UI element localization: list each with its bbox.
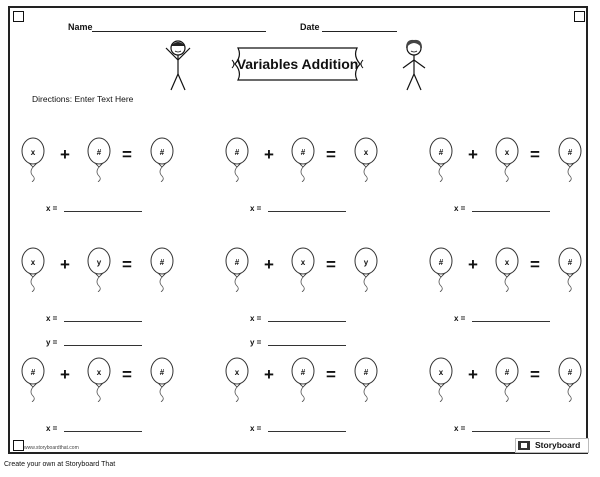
balloon-icon (224, 136, 250, 187)
answer-label: y = (250, 338, 262, 347)
equals-sign: = (530, 255, 540, 274)
balloon-icon (353, 246, 379, 297)
answer-line[interactable] (472, 211, 550, 212)
balloon-label[interactable]: # (567, 368, 573, 377)
balloon-icon (224, 246, 250, 297)
balloon-label[interactable]: # (159, 368, 165, 377)
balloon-label[interactable]: x (438, 368, 444, 377)
balloon-icon (86, 136, 112, 187)
plus-sign: + (60, 255, 70, 274)
answer-label: x = (250, 424, 262, 433)
balloon-icon (494, 246, 520, 297)
balloon-label[interactable]: # (567, 258, 573, 267)
equals-sign: = (326, 255, 336, 274)
problem-3 (428, 136, 588, 226)
answer-label: x = (46, 204, 58, 213)
stick-figure-icon (394, 38, 434, 94)
equals-sign: = (530, 145, 540, 164)
answer-label: x = (454, 314, 466, 323)
plus-sign: + (468, 255, 478, 274)
balloon-icon (353, 136, 379, 187)
balloon-label[interactable]: # (159, 148, 165, 157)
balloon-icon (290, 136, 316, 187)
equals-sign: = (530, 365, 540, 384)
balloon-label[interactable]: # (234, 258, 240, 267)
stick-figure-icon (158, 38, 198, 94)
balloon-label[interactable]: # (300, 368, 306, 377)
balloon-icon (86, 356, 112, 407)
answer-label: x = (250, 314, 262, 323)
balloon-icon (149, 246, 175, 297)
storyboard-brand: Storyboard (535, 440, 581, 450)
balloon-label[interactable]: x (30, 148, 36, 157)
answer-line[interactable] (268, 211, 346, 212)
equals-sign: = (122, 145, 132, 164)
balloon-label[interactable]: x (504, 148, 510, 157)
title-banner (230, 44, 365, 84)
answer-label: y = (46, 338, 58, 347)
balloon-icon (20, 136, 46, 187)
plus-sign: + (60, 145, 70, 164)
problem-6 (428, 246, 588, 336)
balloon-label[interactable]: # (159, 258, 165, 267)
equals-sign: = (326, 365, 336, 384)
balloon-label[interactable]: y (363, 258, 369, 267)
plus-sign: + (60, 365, 70, 384)
balloon-icon (86, 246, 112, 297)
balloon-icon (557, 356, 583, 407)
balloon-label[interactable]: x (300, 258, 306, 267)
balloon-label[interactable]: # (30, 368, 36, 377)
equals-sign: = (122, 365, 132, 384)
problem-4 (20, 246, 180, 347)
problem-2 (224, 136, 384, 226)
problem-8 (224, 356, 384, 446)
balloon-icon (428, 136, 454, 187)
answer-label: x = (250, 204, 262, 213)
problem-1 (20, 136, 180, 226)
balloon-label[interactable]: # (567, 148, 573, 157)
plus-sign: + (264, 145, 274, 164)
balloon-icon (428, 246, 454, 297)
problem-5 (224, 246, 384, 347)
answer-line[interactable] (64, 211, 142, 212)
answer-line[interactable] (472, 431, 550, 432)
balloon-label[interactable]: x (504, 258, 510, 267)
balloon-icon (20, 246, 46, 297)
balloon-icon (557, 246, 583, 297)
balloon-icon (428, 356, 454, 407)
balloon-icon (290, 356, 316, 407)
balloon-label[interactable]: x (363, 148, 369, 157)
answer-line[interactable] (64, 345, 142, 346)
answer-label: x = (454, 424, 466, 433)
name-line[interactable] (92, 31, 266, 32)
plus-sign: + (264, 365, 274, 384)
balloon-icon (20, 356, 46, 407)
answer-line[interactable] (268, 345, 346, 346)
plus-sign: + (264, 255, 274, 274)
date-line[interactable] (322, 31, 397, 32)
balloon-icon (494, 356, 520, 407)
balloon-icon (149, 356, 175, 407)
plus-sign: + (468, 145, 478, 164)
balloon-label[interactable]: # (96, 148, 102, 157)
directions[interactable]: Directions: Enter Text Here (32, 94, 134, 104)
balloon-label[interactable]: # (234, 148, 240, 157)
balloon-label[interactable]: # (363, 368, 369, 377)
answer-line[interactable] (64, 431, 142, 432)
answer-line[interactable] (268, 321, 346, 322)
balloon-icon (353, 356, 379, 407)
name-label: Name (68, 22, 93, 32)
balloon-label[interactable]: x (30, 258, 36, 267)
problem-9 (428, 356, 588, 446)
balloon-label[interactable]: # (438, 148, 444, 157)
footer-text[interactable]: Create your own at Storyboard That (4, 461, 116, 468)
equals-sign: = (122, 255, 132, 274)
problem-7 (20, 356, 180, 446)
answer-line[interactable] (472, 321, 550, 322)
balloon-icon (149, 136, 175, 187)
answer-line[interactable] (268, 431, 346, 432)
balloon-label[interactable]: x (234, 368, 240, 377)
balloon-label[interactable]: # (438, 258, 444, 267)
answer-label: x = (46, 424, 58, 433)
balloon-label[interactable]: # (504, 368, 510, 377)
balloon-icon (224, 356, 250, 407)
balloon-label[interactable]: x (96, 368, 102, 377)
date-label: Date (300, 22, 320, 32)
balloon-icon (290, 246, 316, 297)
plus-sign: + (468, 365, 478, 384)
balloon-label[interactable]: # (300, 148, 306, 157)
answer-line[interactable] (64, 321, 142, 322)
page-title: Variables Addition (236, 56, 359, 72)
equals-sign: = (326, 145, 336, 164)
corner-mark-top-right (574, 11, 585, 22)
balloon-label[interactable]: y (96, 258, 102, 267)
answer-label: x = (454, 204, 466, 213)
balloon-icon (557, 136, 583, 187)
watermark: www.storyboardthat.com (24, 445, 79, 451)
balloon-icon (494, 136, 520, 187)
corner-mark-top-left (13, 11, 24, 22)
answer-label: x = (46, 314, 58, 323)
